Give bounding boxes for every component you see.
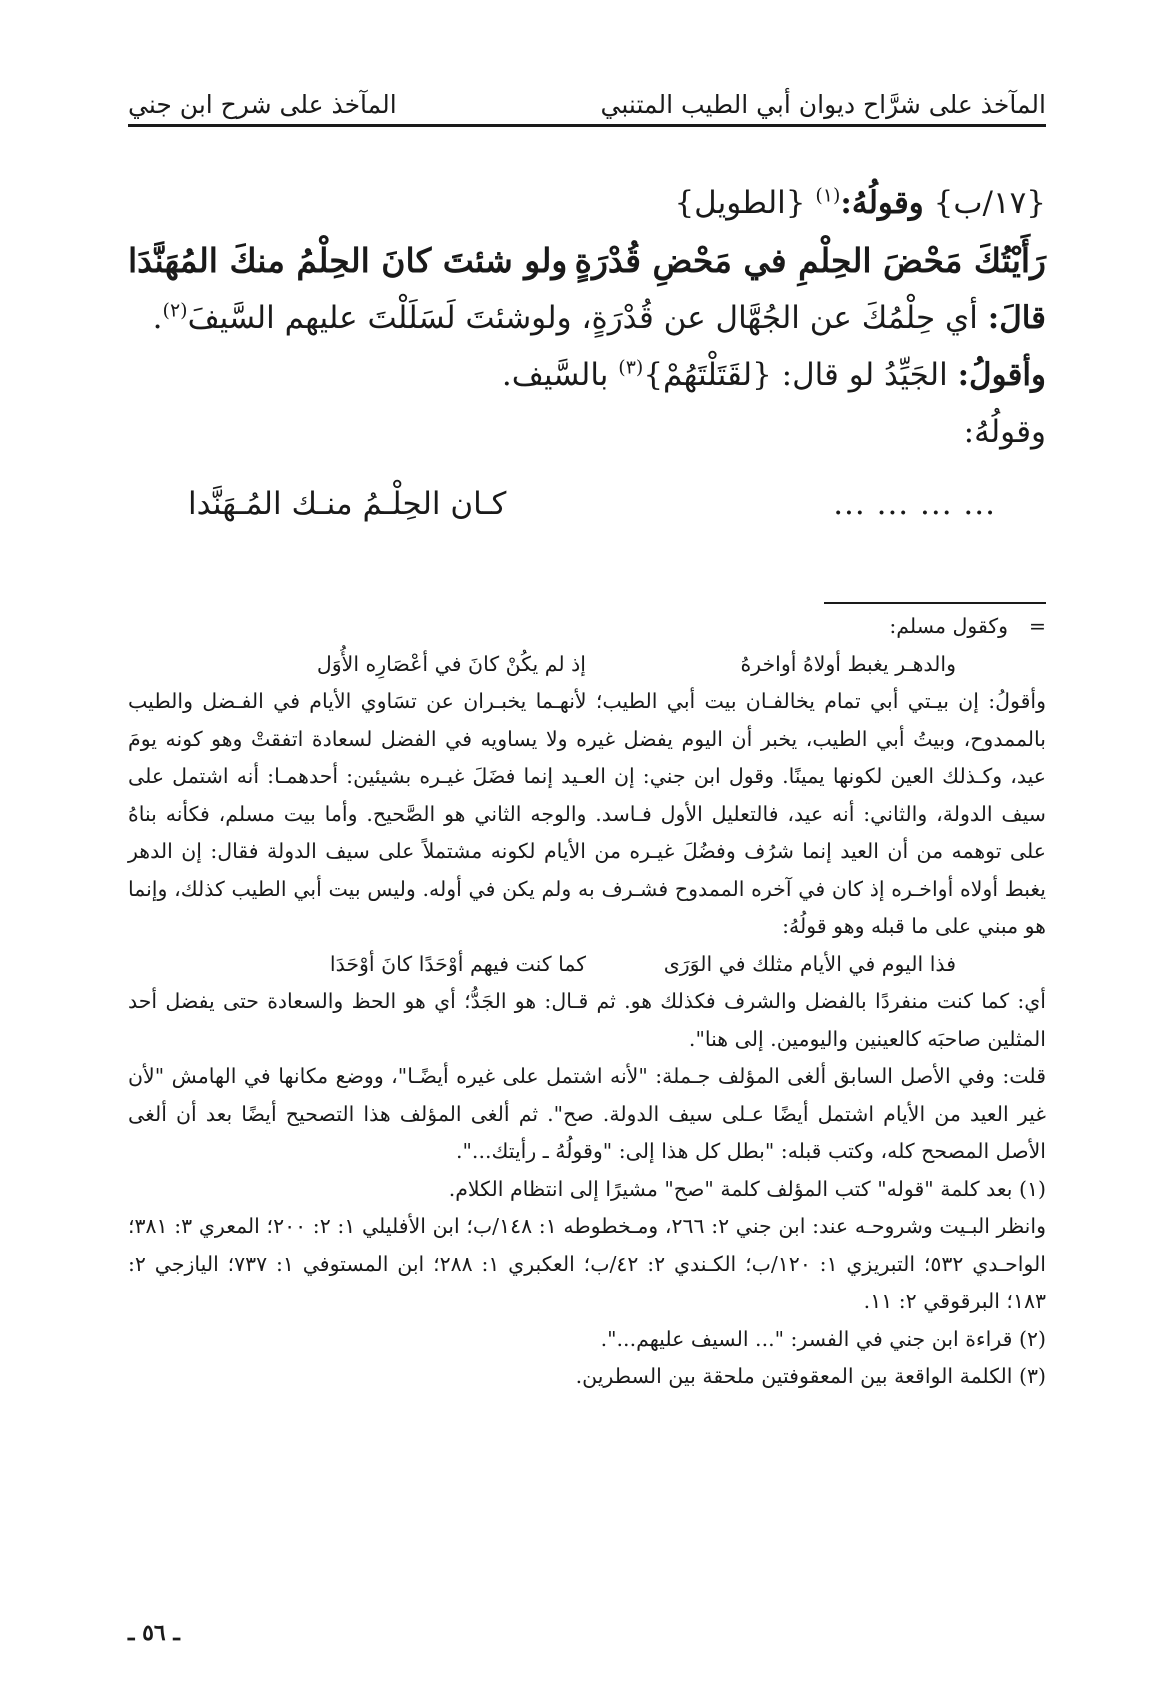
footnote-1-sources: وانظر البـيت وشروحـه عند: ابن جني ٢: ٢٦٦، ومـخطوطه ١: ١٤٨/ب؛ ابن الأفليلي ١: ٢: ٢٠٠؛ المعري ٣: ٣٨١؛ الواحـدي ٥٣٢؛ التبريزي ١: ١٢٠/ب؛ الكـندي ٢: ٤٢/ب؛ العكبري ١: ٢٨٨؛ ابن المستوفي ١: ٧٣٧؛ اليازجي ٢: ١٨٣؛ البرقوقي ٢: ١١. <box>128 1214 1046 1313</box>
quoted-verse-2 <box>128 946 1046 984</box>
quoted-verse-1 <box>128 646 1046 684</box>
qala-line <box>128 290 1046 347</box>
note-paragraph-3: قلت: وفي الأصل السابق ألغى المؤلف جـملة: "لأنه اشتمل على غيره أيضًـا"، ووضع مكانها في الهامش "لأن غير العيد من الأيام اشتمل أيضًا عـلى سيف الدولة. صح". ثم ألغى المؤلف هذا التصحيح أيضًا بعد أن ألغى الأصل المصحح كله، وكتب قبله: "بطل كل هذا إلى: "وقولُهُ ـ رأيتك...". <box>128 1064 1046 1163</box>
quoted-verse-2-a: فذا اليوم في الأيام مثلك في الوَرَى <box>663 951 956 976</box>
continuation-line <box>128 608 1046 646</box>
footnote-divider <box>824 602 1046 604</box>
note-paragraph-2: أي: كما كنت منفردًا بالفضل والشرف فكذلك هو. ثم قـال: هو الجَدُّ؛ أي هو الحظ والسعادة حتى يفضل أحد المثلين صاحبَه كالعينين واليومين. إلى هنا". <box>128 989 1046 1051</box>
footnotes <box>128 608 1046 1396</box>
aqulu-text-2: بالسَّيف. <box>501 357 609 393</box>
entry-meter: {الطويل} <box>674 185 806 221</box>
running-header <box>128 86 1046 127</box>
quoted-verse-2-b: كما كنت فيهم أوْحَدًا كانَ أوْحَدَا <box>329 951 586 976</box>
continuation-mark: = <box>1028 614 1046 638</box>
entry-heading <box>128 175 1046 232</box>
qala-label: قالَ: <box>987 300 1046 336</box>
header-book-title: المآخذ على شرَّاح ديوان أبي الطيب المتنبي <box>600 90 1046 119</box>
verse-hemistich-2: ولو شئتَ كانَ الحِلْمُ منكَ المُهَنَّدَا <box>128 241 568 280</box>
footnote-ref-3: (٣) <box>618 356 644 379</box>
footnote-3: (٣) الكلمة الواقعة بين المعقوفتين ملحقة بين السطرين. <box>575 1364 1046 1388</box>
verse-hemistich-1: رَأَيْتُكَ مَحْضَ الحِلْمِ في مَحْضِ قُدْرَةٍ <box>574 241 1046 280</box>
quoted-verse-1-b: إذ لم يكُنْ كانَ في أعْصَارِه الأُوَل <box>316 651 586 676</box>
waqawluhu-line <box>128 404 1046 461</box>
aqulu-text-1: الجَيِّدُ لو قال: {لقَتَلْتَهُمْ} <box>643 357 948 393</box>
partial-verse <box>128 475 1046 533</box>
note-paragraph-1: وأقولُ: إن بيـتي أبي تمام يخالفـان بيت أبي الطيب؛ لأنهـما يخبـران عن تسَاوي الأيام في الفـضل والطيب بالممدوح، وبيتُ أبي الطيب، يخبر أن اليوم يفضل غيره ولا يساويه في الفضل لسعادة اتفقتْ وهو كونه يومَ عيد، وكـذلك العين لكونها يمينًا. وقول ابن جني: إن العـيد إنما فضَلَ غيـره بشيئين: أحدهمـا: أنه اشتمل على سيف الدولة، والثاني: أنه عيد، فالتعليل الأول فـاسد. والوجه الثاني هو الصَّحيح. وأما بيت مسلم، فكأنه بناهُ على توهمه من أن العيد إنما شرُف وفضُلَ غيـره من الأيام لكونه مشتملاً على سيف الدولة فقال: إن الدهر يغبط أولاه أواخـره إذ كان في آخره الممدوح فشـرف به ولم يكن في أوله. وليس بيت أبي الطيب كذلك، وإنما هو مبني على ما قبله وهو قولُهُ: <box>128 689 1046 938</box>
ellipsis-dots: ... ... ... ... <box>833 486 996 522</box>
footnote-2: (٢) قراءة ابن جني في الفسر: "... السيف عليهم...". <box>600 1326 1046 1351</box>
footnote-1: (١) بعد كلمة "قوله" كتب المؤلف كلمة "صح" مشيرًا إلى انتظام الكلام. <box>448 1176 1046 1201</box>
footnote-ref-1: (١) <box>815 184 841 207</box>
main-text <box>128 175 1046 533</box>
header-section-title: المآخذ على شرح ابن جني <box>128 90 397 119</box>
partial-verse-end: كـان الحِلْـمُ منـك المُـهَنَّدا <box>188 486 507 522</box>
waqawluhu-text: وقولُهُ: <box>963 414 1046 450</box>
footnote-ref-2: (٢) <box>162 299 188 322</box>
quoted-verse-1-a: والدهـر يغبط أولاهُ أواخرهُ <box>740 651 956 676</box>
page-number: ـ ٥٦ ـ <box>128 1620 180 1646</box>
entry-ref: {١٧/ب} <box>933 185 1046 221</box>
aqulu-line <box>128 347 1046 404</box>
continuation-text: وكقول مسلم: <box>889 614 1008 638</box>
entry-word: وقولُهُ: <box>840 185 924 221</box>
qala-end: . <box>152 300 163 336</box>
verse <box>128 232 1046 290</box>
aqulu-label: وأقولُ: <box>957 357 1046 393</box>
qala-text: أي حِلْمُكَ عن الجُهَّال عن قُدْرَةٍ، ولوشئتَ لَسَلَلْتَ عليهم السَّيفَ <box>187 300 978 336</box>
